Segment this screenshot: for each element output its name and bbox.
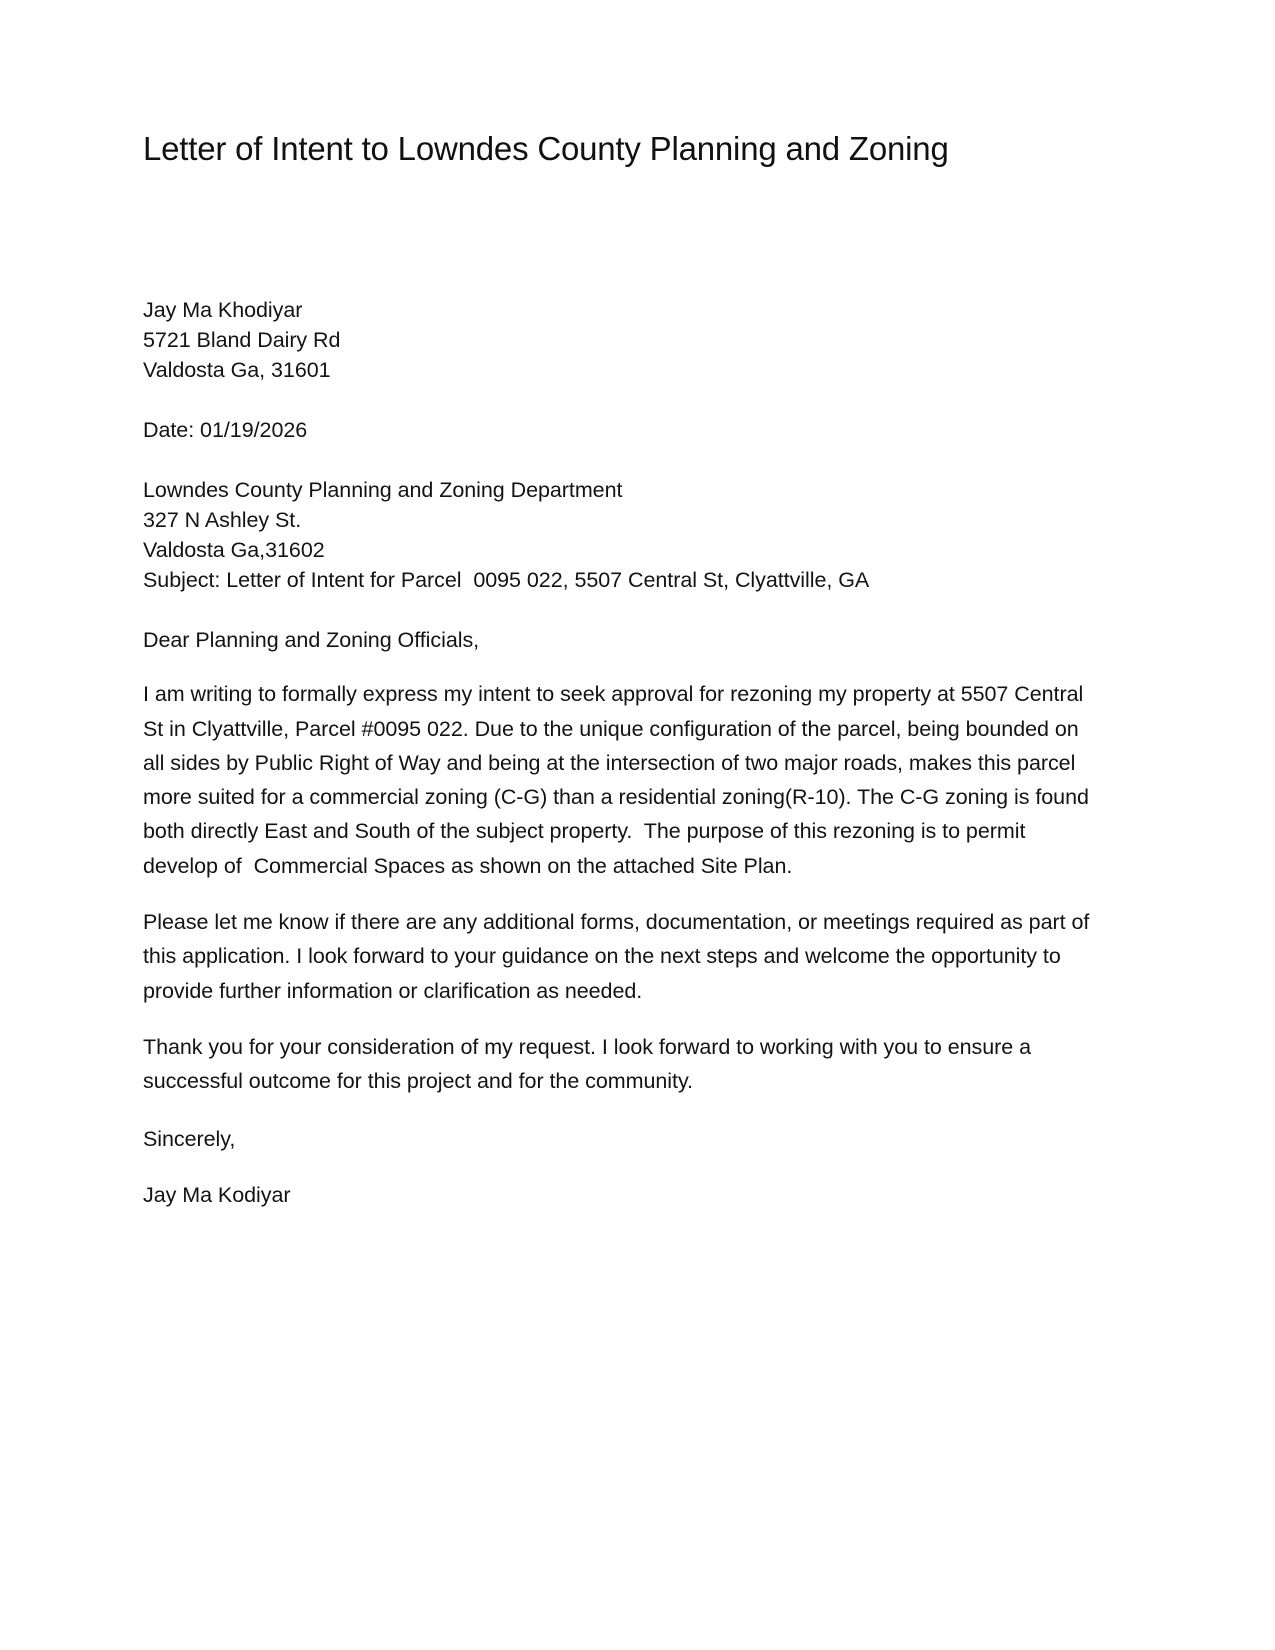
body-paragraph-1: I am writing to formally express my intent to seek approval for rezoning my property at 5507 Central St in Clyattville, Parcel #0095 022. Due to the unique configuration of the parcel, being bounded on all sides by Public Right of Way and being at the intersection of two major roads, makes this parcel more suited for a commercial zoning (C-G) than a residential zoning(R-10). The C-G zoning is found both directly East and South of the subject property. The purpose of this rezoning is to permit develop of Commercial Spaces as shown on the attached Site Plan.: [143, 682, 1095, 878]
recipient-city-state-zip: Valdosta Ga,31602: [143, 538, 325, 563]
date-block: [143, 415, 1093, 445]
body-paragraph-3: Thank you for your consideration of my request. I look forward to working with you to ensure a successful outcome for this project and for the community.: [143, 1034, 1037, 1094]
signature-name: Jay Ma Kodiyar: [143, 1182, 291, 1207]
salutation: [143, 625, 1093, 655]
closing-text: Sincerely,: [143, 1126, 236, 1151]
date-line: Date: 01/19/2026: [143, 418, 308, 443]
letter-content: [143, 128, 1096, 1210]
sender-name: Jay Ma Khodiyar: [143, 298, 303, 323]
subject-line: Subject: Letter of Intent for Parcel 0095 022, 5507 Central St, Clyattville, GA: [143, 568, 870, 593]
recipient-street: 327 N Ashley St.: [143, 508, 302, 533]
closing-block: [143, 1124, 1093, 1154]
recipient-address-block: [143, 475, 1093, 595]
signature-block: [143, 1180, 1093, 1210]
page-title: Letter of Intent to Lowndes County Planning and Zoning: [143, 130, 949, 167]
sender-city-state-zip: Valdosta Ga, 31601: [143, 358, 331, 383]
sender-street: 5721 Bland Dairy Rd: [143, 328, 341, 353]
recipient-department: Lowndes County Planning and Zoning Department: [143, 478, 623, 503]
salutation-text: Dear Planning and Zoning Officials,: [143, 628, 480, 653]
sender-address-block: [143, 295, 1093, 385]
body-paragraph-2: Please let me know if there are any additional forms, documentation, or meetings required as part of this application. I look forward to your guidance on the next steps and welcome the opportunity to provide further information or clarification as needed.: [143, 910, 1096, 1003]
